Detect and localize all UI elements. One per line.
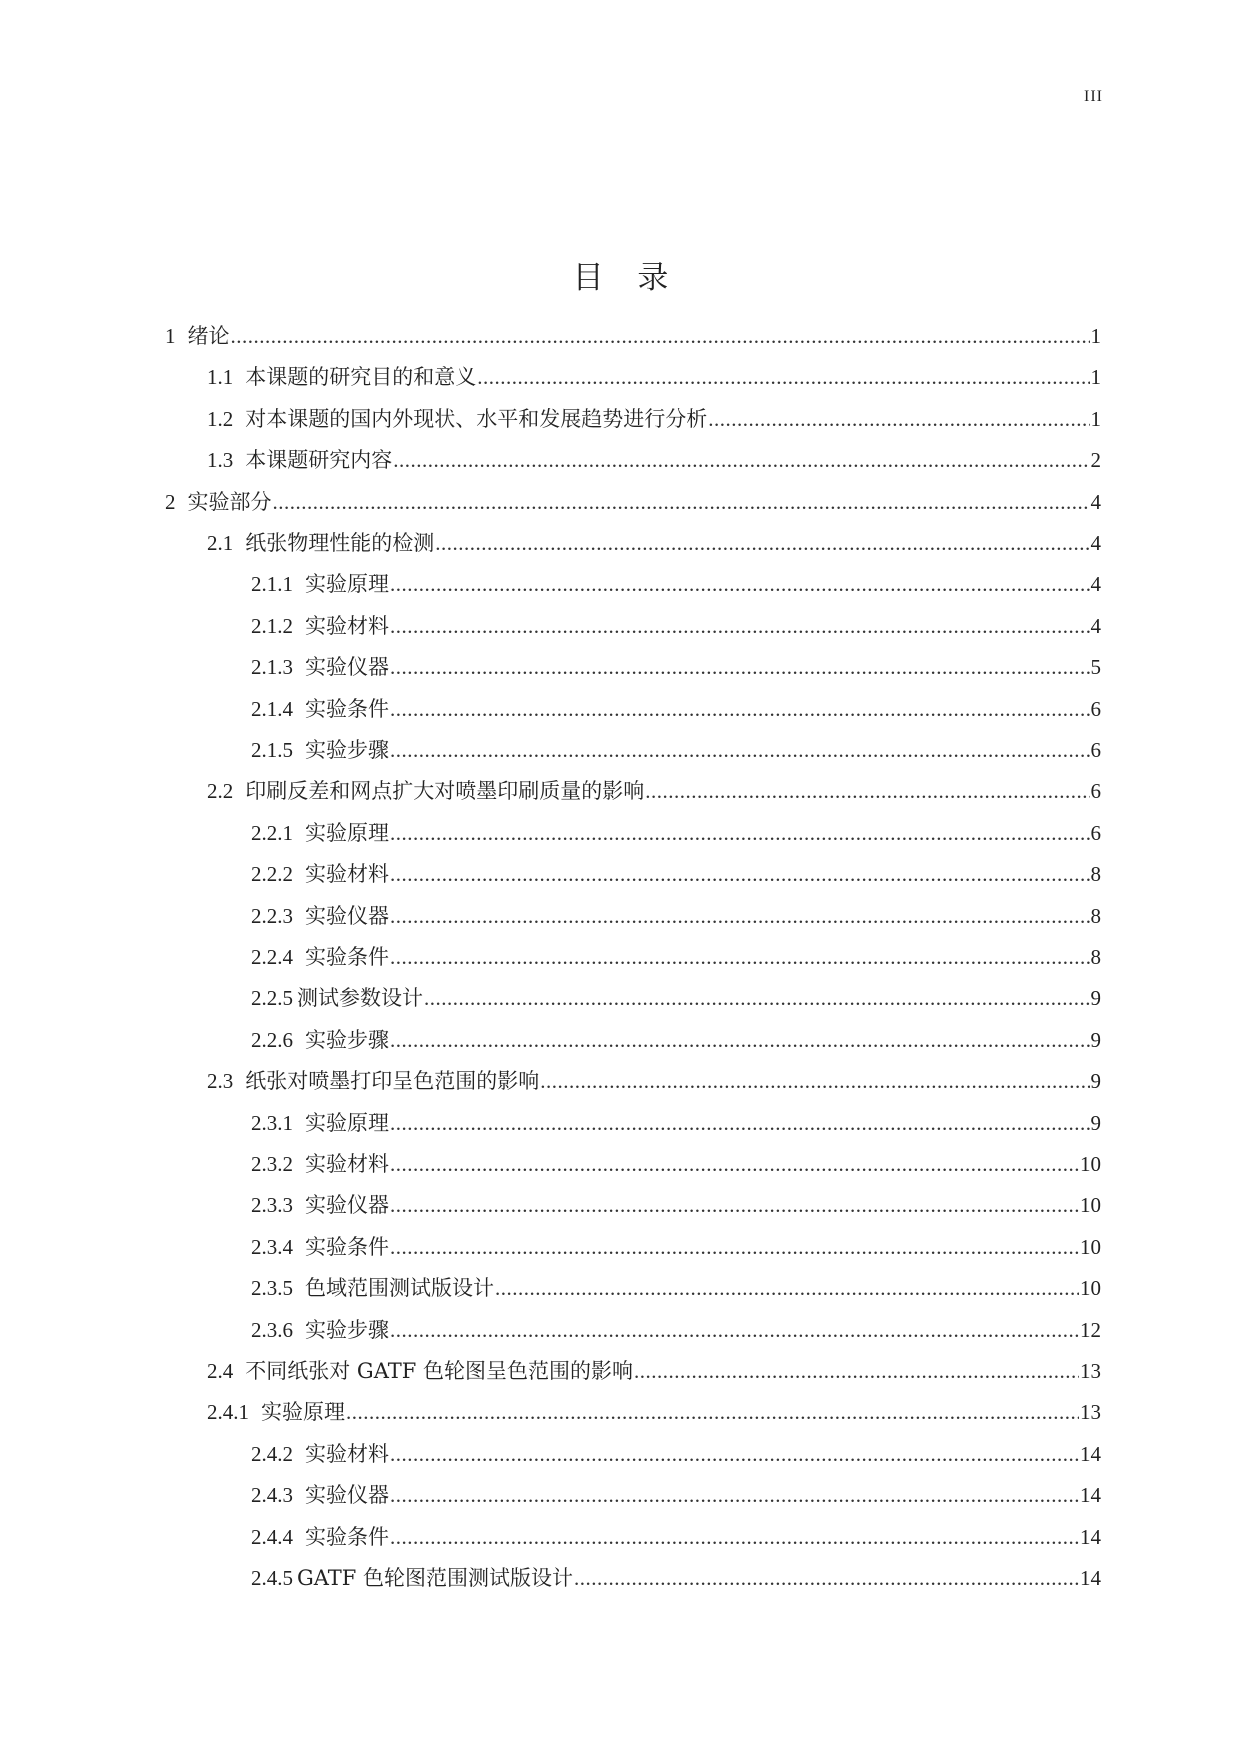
toc-entry-page: 1 <box>1090 406 1101 431</box>
toc-entry-number: 2.2.4 <box>251 945 293 969</box>
toc-entry-number: 2.3 <box>207 1069 234 1094</box>
toc-entry-number: 2.3.5 <box>251 1276 293 1301</box>
toc-entry[interactable] <box>251 694 1101 724</box>
toc-leader-dots <box>390 1190 1079 1220</box>
toc-entry[interactable] <box>207 1397 1101 1427</box>
toc-leader-dots <box>390 1025 1090 1055</box>
toc-leader-dots <box>390 694 1090 724</box>
toc-leader-dots <box>435 528 1089 558</box>
toc-entry-title: 绪论 <box>187 324 230 348</box>
toc-entry-number: 2.3.6 <box>251 1317 293 1342</box>
toc-entry[interactable] <box>207 362 1101 392</box>
toc-entry-number: 2.3.1 <box>251 1110 293 1135</box>
toc-entry[interactable] <box>207 1066 1101 1096</box>
toc-leader-dots <box>390 735 1090 765</box>
toc-entry-page: 4 <box>1090 489 1101 514</box>
toc-entry[interactable] <box>251 983 1101 1013</box>
toc-entry-number: 2 <box>165 489 176 514</box>
toc-entry-number: 2.1.2 <box>251 613 293 638</box>
toc-entry[interactable] <box>207 404 1101 434</box>
toc-leader-dots <box>231 321 1090 351</box>
toc-leader-dots <box>424 983 1090 1013</box>
toc-entry-page: 5 <box>1090 655 1101 680</box>
toc-entry-page: 1 <box>1090 365 1101 390</box>
toc-entry[interactable] <box>207 528 1101 558</box>
toc-entry[interactable] <box>251 1232 1101 1262</box>
toc-entry-title: 色域范围测试版设计 <box>305 1276 494 1301</box>
toc-entry-title: 纸张对喷墨打印呈色范围的影响 <box>245 1069 540 1094</box>
toc-leader-dots <box>708 404 1089 434</box>
toc-leader-dots <box>390 1108 1090 1138</box>
toc-entry-title: 实验条件 <box>305 1234 389 1259</box>
toc-entry-title: 实验部分 <box>187 489 272 514</box>
toc-leader-dots <box>574 1563 1079 1593</box>
toc-entry-title: 实验步骤 <box>305 1027 389 1052</box>
toc-entry-number: 1.2 <box>207 406 234 431</box>
toc-entry[interactable] <box>251 1108 1101 1138</box>
toc-entry-page: 14 <box>1080 1566 1101 1590</box>
toc-leader-dots <box>390 859 1090 889</box>
toc-entry[interactable] <box>251 859 1101 889</box>
toc-entry[interactable] <box>251 1273 1101 1303</box>
toc-entry-number: 1.1 <box>207 365 234 390</box>
toc-entry-title: 对本课题的国内外现状、水平和发展趋势进行分析 <box>245 406 708 431</box>
toc-entry-page: 9 <box>1090 1069 1101 1094</box>
toc-entry-title: 纸张物理性能的检测 <box>245 531 435 555</box>
toc-entry-number: 2.4.2 <box>251 1441 293 1466</box>
toc-entry-title: 实验仪器 <box>305 1483 389 1508</box>
toc-entry-title: 实验条件 <box>305 1524 389 1549</box>
toc-leader-dots <box>540 1066 1089 1096</box>
toc-entry-title: 实验仪器 <box>305 903 389 928</box>
toc-leader-dots <box>495 1273 1079 1303</box>
toc-entry-title: 不同纸张对 GATF 色轮图呈色范围的影响 <box>245 1359 633 1383</box>
toc-entry[interactable] <box>251 818 1101 848</box>
page-number: III <box>1084 88 1103 105</box>
toc-leader-dots <box>390 611 1090 641</box>
toc-entry-title: 实验步骤 <box>305 1317 389 1342</box>
toc-entry-page: 9 <box>1090 1110 1101 1135</box>
toc-leader-dots <box>390 1315 1079 1345</box>
toc-entry-number: 2.1.1 <box>251 572 293 597</box>
toc-entry-title: 本课题的研究目的和意义 <box>245 365 477 390</box>
toc-entry[interactable] <box>251 1190 1101 1220</box>
toc-entry-page: 2 <box>1090 448 1101 473</box>
toc-leader-dots <box>393 445 1089 475</box>
toc-entry-title: 实验原理 <box>305 1110 389 1135</box>
toc-entry-page: 10 <box>1080 1276 1101 1301</box>
toc-entry-page: 14 <box>1080 1483 1101 1508</box>
toc-leader-dots <box>390 1522 1079 1552</box>
toc-entry[interactable] <box>251 942 1101 972</box>
page-title: 目 录 <box>572 260 681 296</box>
toc-leader-dots <box>390 1480 1079 1510</box>
toc-entry-number: 2.2.5 <box>251 986 293 1011</box>
toc-entry-number: 2.2.2 <box>251 862 293 887</box>
toc-entry-title: 实验仪器 <box>305 1193 389 1218</box>
toc-entry-page: 8 <box>1090 862 1101 887</box>
toc-entry[interactable] <box>251 1439 1101 1469</box>
toc-entry-page: 14 <box>1080 1524 1101 1549</box>
toc-leader-dots <box>390 1439 1079 1469</box>
toc-entry-page: 8 <box>1090 945 1101 969</box>
toc-entry[interactable] <box>251 652 1101 682</box>
toc-entry[interactable] <box>251 901 1101 931</box>
toc-leader-dots <box>390 1232 1079 1262</box>
toc-entry-page: 6 <box>1090 779 1101 804</box>
toc-entry[interactable] <box>251 1149 1101 1179</box>
toc-entry-title: GATF 色轮图范围测试版设计 <box>297 1566 574 1590</box>
toc-entry[interactable] <box>207 1356 1101 1386</box>
toc-entry[interactable] <box>251 1315 1101 1345</box>
toc-leader-dots <box>390 901 1090 931</box>
toc-leader-dots <box>390 652 1090 682</box>
toc-entry-page: 4 <box>1090 531 1101 555</box>
toc-entry-title: 实验条件 <box>305 945 389 969</box>
toc-entry-page: 10 <box>1080 1193 1101 1218</box>
toc-entry-page: 6 <box>1090 696 1101 721</box>
toc-entry-number: 2.2.6 <box>251 1027 293 1052</box>
toc-entry-number: 2.1.5 <box>251 738 293 762</box>
toc-entry-number: 2.3.3 <box>251 1193 293 1218</box>
toc-entry-page: 10 <box>1080 1234 1101 1259</box>
toc-entry-number: 2.4.4 <box>251 1524 293 1549</box>
toc-entry-page: 6 <box>1090 738 1101 762</box>
toc-entry-number: 2.3.4 <box>251 1234 293 1259</box>
toc-entry-page: 4 <box>1090 613 1101 638</box>
toc-entry-number: 2.4.1 <box>207 1400 249 1425</box>
toc-leader-dots <box>273 487 1090 517</box>
toc-leader-dots <box>390 569 1090 599</box>
toc-entry-number: 2.4.5 <box>251 1566 293 1590</box>
toc-entry[interactable] <box>251 1563 1101 1593</box>
toc-entry-title: 实验材料 <box>305 613 389 638</box>
toc-entry-title: 实验条件 <box>305 696 389 721</box>
toc-entry-page: 8 <box>1090 903 1101 928</box>
toc-entry-page: 10 <box>1080 1152 1101 1176</box>
toc-leader-dots <box>477 362 1089 392</box>
toc-entry-title: 实验原理 <box>305 572 389 597</box>
toc-entry-number: 2.3.2 <box>251 1152 293 1176</box>
toc-entry-title: 实验材料 <box>305 862 389 887</box>
toc-entry-title: 实验材料 <box>305 1152 389 1176</box>
toc-entry-title: 印刷反差和网点扩大对喷墨印刷质量的影响 <box>245 779 645 804</box>
toc-entry-number: 2.2.3 <box>251 903 293 928</box>
toc-entry-page: 12 <box>1080 1317 1101 1342</box>
toc-entry-page: 13 <box>1080 1400 1101 1425</box>
toc-entry-page: 13 <box>1080 1359 1101 1383</box>
toc-entry[interactable] <box>251 1025 1101 1055</box>
toc-entry-number: 2.1 <box>207 531 234 555</box>
toc-leader-dots <box>390 942 1090 972</box>
toc-entry-number: 2.2.1 <box>251 820 293 845</box>
toc-entry[interactable] <box>207 776 1101 806</box>
toc-entry-page: 1 <box>1090 324 1101 348</box>
toc-entry-title: 实验材料 <box>305 1441 389 1466</box>
toc-entry[interactable] <box>251 1522 1101 1552</box>
toc-leader-dots <box>645 776 1089 806</box>
toc-entry-title: 实验原理 <box>305 820 389 845</box>
toc-entry[interactable] <box>251 1480 1101 1510</box>
toc-entry-number: 2.4 <box>207 1359 234 1383</box>
toc-entry-page: 9 <box>1090 1027 1101 1052</box>
toc-entry[interactable] <box>165 487 1101 517</box>
toc-entry-page: 6 <box>1090 820 1101 845</box>
toc-leader-dots <box>390 1149 1079 1179</box>
toc-entry-page: 9 <box>1090 986 1101 1011</box>
toc-entry-title: 实验仪器 <box>305 655 389 680</box>
toc-leader-dots <box>346 1397 1079 1427</box>
toc-entry-number: 1 <box>165 324 176 348</box>
toc-entry-number: 1.3 <box>207 448 234 473</box>
toc-entry[interactable] <box>251 569 1101 599</box>
toc-entry-page: 14 <box>1080 1441 1101 1466</box>
toc-entry[interactable] <box>165 321 1101 351</box>
toc-leader-dots <box>634 1356 1079 1386</box>
toc-entry-number: 2.1.3 <box>251 655 293 680</box>
toc-entry-title: 本课题研究内容 <box>245 448 393 473</box>
toc-entry[interactable] <box>251 735 1101 765</box>
toc-entry-title: 实验步骤 <box>305 738 389 762</box>
toc-entry-number: 2.2 <box>207 779 234 804</box>
toc-leader-dots <box>390 818 1090 848</box>
toc-entry-page: 4 <box>1090 572 1101 597</box>
toc-entry[interactable] <box>207 445 1101 475</box>
toc-entry-number: 2.4.3 <box>251 1483 293 1508</box>
toc-entry[interactable] <box>251 611 1101 641</box>
toc-entry-number: 2.1.4 <box>251 696 293 721</box>
toc-entry-title: 测试参数设计 <box>297 986 423 1011</box>
toc-entry-title: 实验原理 <box>261 1400 345 1425</box>
